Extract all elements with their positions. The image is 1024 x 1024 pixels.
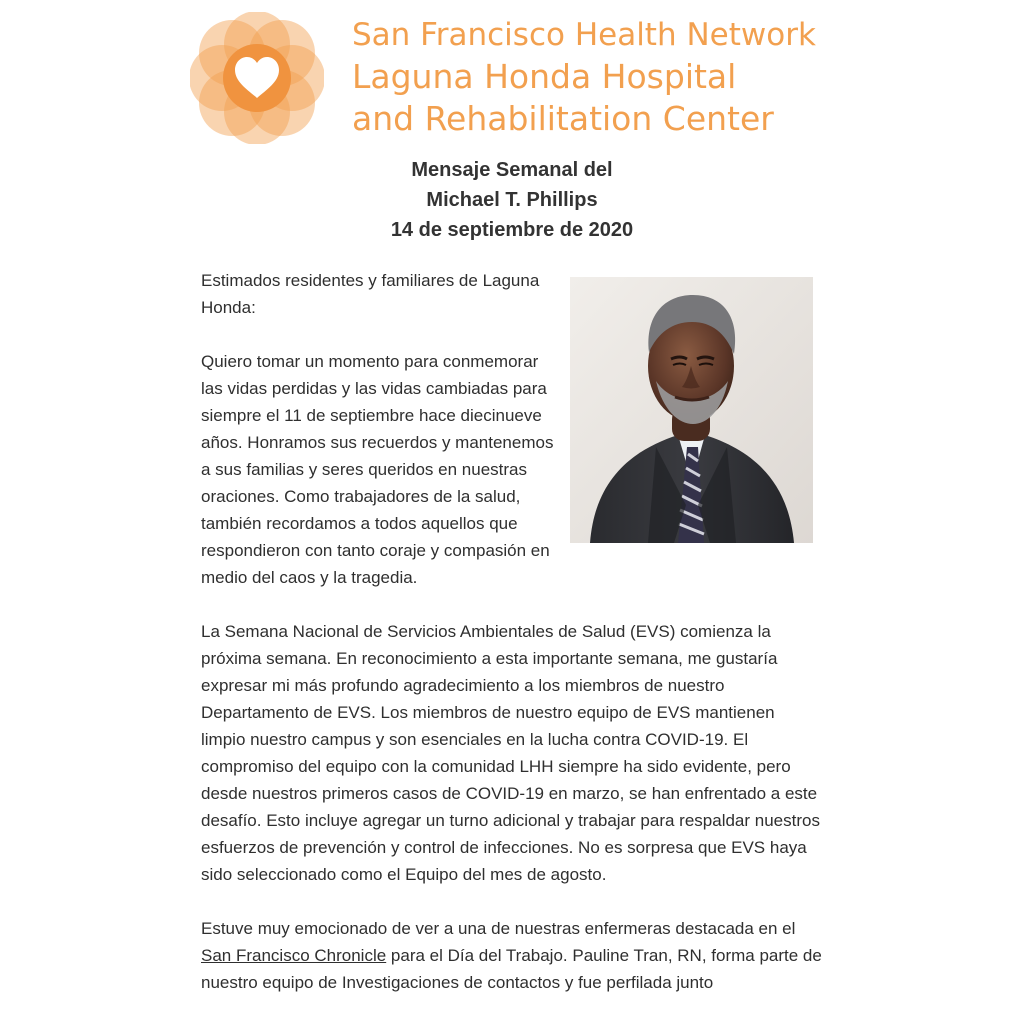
brand-wordmark (352, 14, 816, 140)
author-portrait (570, 277, 813, 543)
san-francisco-chronicle-link[interactable]: San Francisco Chronicle (201, 946, 387, 965)
paragraph-evs-week: La Semana Nacional de Servicios Ambientales de Salud (EVS) comienza la próxima semana. En reconocimiento a esta importante semana, me gustaría expresar mi más profundo agradecimiento a los miembros de nuestro Departamento de EVS. Los miembros de nuestro equipo de EVS mantienen limpio nuestro campus y son esenciales en la lucha contra COVID-19. El compromiso del equipo con la comunidad LHH siempre ha sido evidente, pero desde nuestros primeros casos de COVID-19 en marzo, se han enfrentado a este desafío. Esto incluye agregar un turno adicional y trabajar para respaldar nuestros esfuerzos de prevención y control de infecciones. No es sorpresa que EVS haya sido seleccionado como el Equipo del mes de agosto. (201, 622, 820, 884)
message-title: Mensaje Semanal del (411, 159, 613, 181)
email-header (190, 12, 850, 144)
heart-flower-logo-icon (190, 12, 324, 144)
message-date: 14 de septiembre de 2020 (390, 219, 634, 241)
paragraph-nurse-feature (201, 915, 823, 996)
paragraph-text-after-link: para el Día del Trabajo. Pauline Tran, RN, forma parte de nuestro equipo de Investigaciones de contactos y fue perfilada junto (201, 946, 822, 992)
message-author: Michael T. Phillips (426, 189, 598, 211)
center-name: and Rehabilitation Center (352, 99, 774, 138)
hospital-name: Laguna Honda Hospital (352, 57, 737, 96)
paragraph-text-before-link: Estuve muy emocionado de ver a una de nuestras enfermeras destacada en el (201, 919, 796, 938)
paragraph-remembrance: Quiero tomar un momento para conmemorar las vidas perdidas y las vidas cambiadas para siempre el 11 de septiembre hace diecinueve años. Honramos sus recuerdos y mantenemos a sus familias y seres queridos en nuestras oraciones. Como trabajadores de la salud, también recordamos a todos aquellos que respondieron con tanto coraje y compasión en medio del caos y la tragedia. (201, 352, 554, 587)
message-body (201, 267, 823, 1023)
network-name: San Francisco Health Network (352, 17, 816, 53)
greeting: Estimados residentes y familiares de Laguna Honda: (201, 271, 540, 317)
message-heading (0, 155, 1024, 245)
